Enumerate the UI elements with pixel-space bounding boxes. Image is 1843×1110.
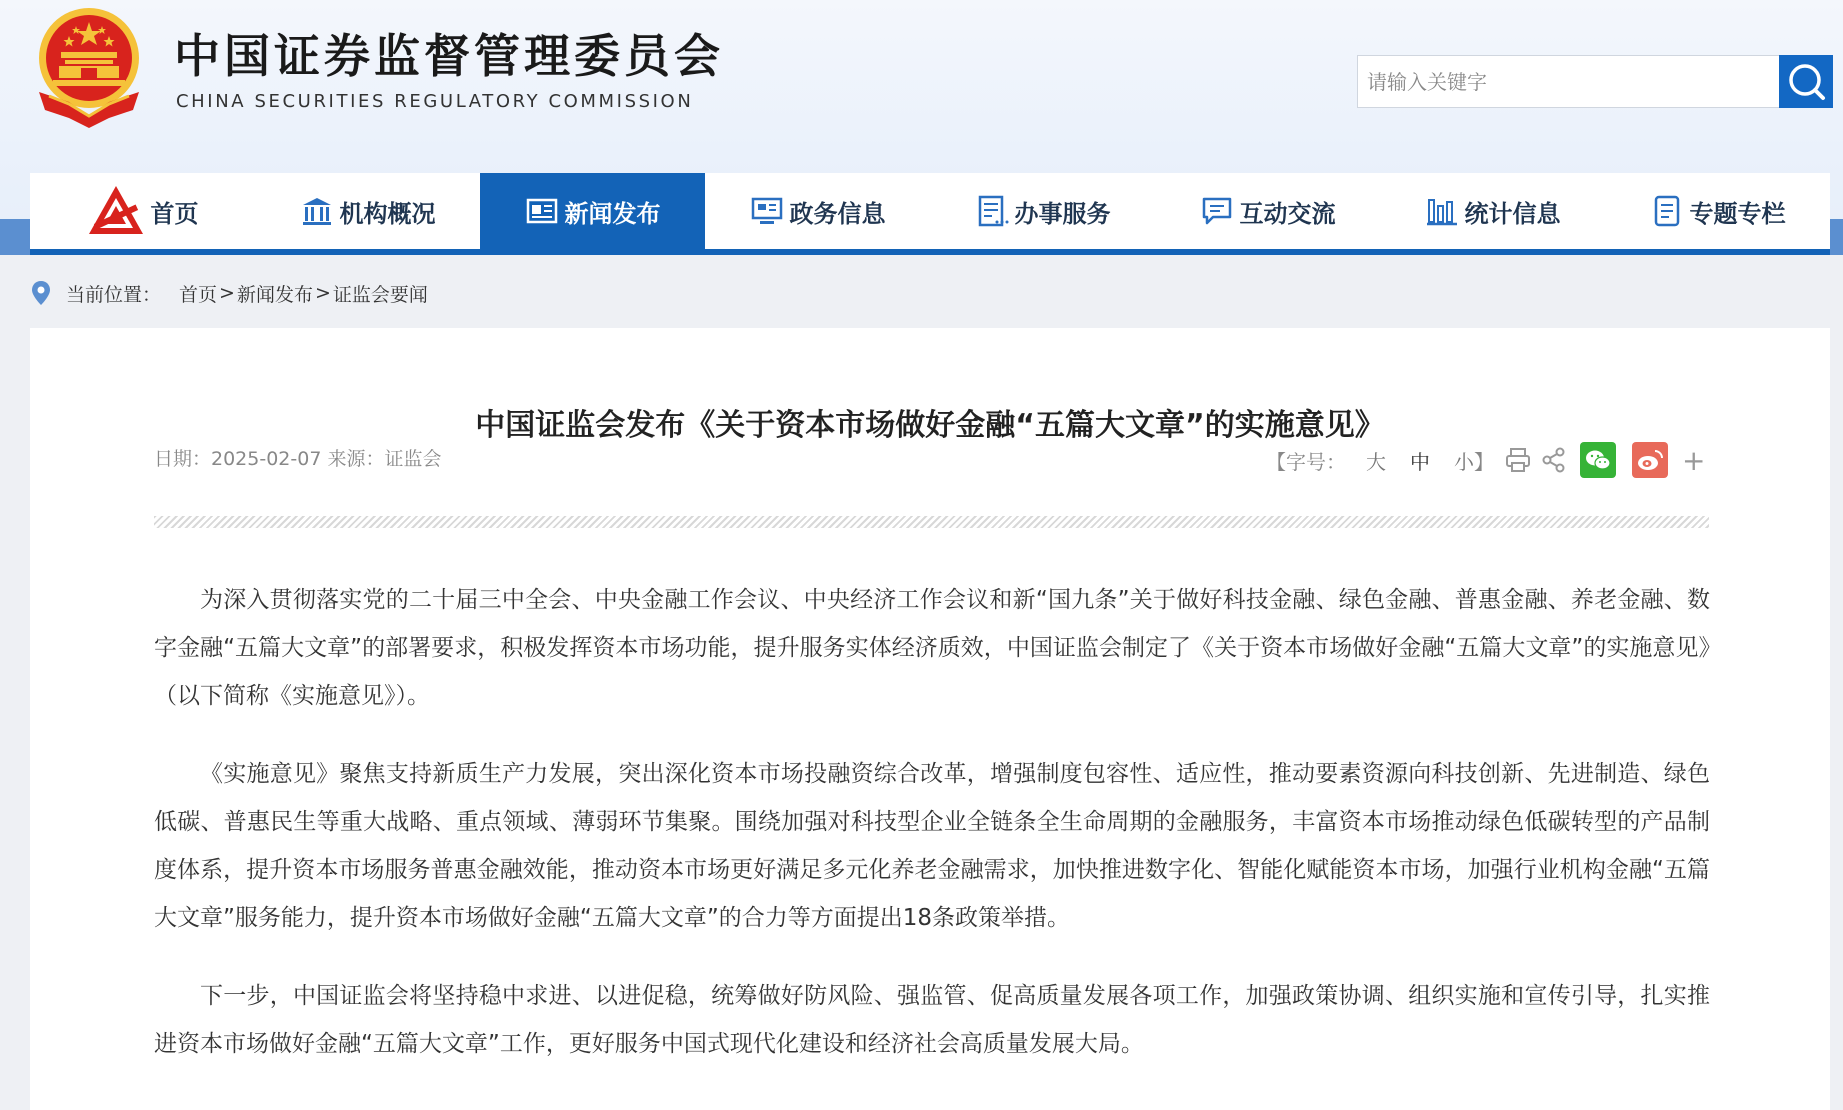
- nav-item-label: 政务信息: [789, 199, 886, 228]
- font-size-close-bracket: 】: [1474, 449, 1494, 474]
- breadcrumb-separator: >: [314, 282, 331, 304]
- article-paragraph: 为深入贯彻落实党的二十届三中全会、中央金融工作会议、中央经济工作会议和新“国九条”关于做好科技金融、绿色金融、普惠金融、养老金融、数字金融“五篇大文章”的部署要求，积极发挥资本市场功能，提升服务实体经济质效，中国证监会制定了《关于资本市场做好金融“五篇大文章”的实施意见》（以下简称《实施意见》）。: [154, 587, 1710, 709]
- nav-item-news[interactable]: [480, 173, 705, 249]
- nav-item-label: 办事服务: [1014, 199, 1111, 228]
- building-icon: [300, 194, 334, 228]
- breadcrumb-csrc-news-link[interactable]: 证监会要闻: [332, 283, 428, 306]
- print-icon[interactable]: [1504, 446, 1532, 474]
- article-card: [30, 328, 1830, 1110]
- nav-item-home[interactable]: [30, 173, 255, 249]
- font-size-medium[interactable]: 中: [1410, 449, 1430, 474]
- note-icon: [1650, 194, 1684, 228]
- home-logo-icon: [87, 184, 145, 238]
- chat-icon: [1200, 194, 1234, 228]
- more-share-button[interactable]: +: [1682, 443, 1706, 477]
- nav-item-government-info[interactable]: [705, 173, 930, 249]
- font-size-small[interactable]: 小: [1454, 449, 1474, 474]
- breadcrumb: [30, 278, 428, 308]
- font-size-large[interactable]: 大: [1366, 449, 1386, 474]
- nav-item-special-topics[interactable]: [1605, 173, 1830, 249]
- breadcrumb-home-link[interactable]: 首页: [179, 283, 218, 306]
- article-paragraph: 《实施意见》聚焦支持新质生产力发展，突出深化资本市场投融资综合改革，增强制度包容性、适应性，推动要素资源向科技创新、先进制造、绿色低碳、普惠民生等重大战略、重点领域、薄弱环节集聚。围绕加强对科技型企业全链条全生命周期的金融服务，丰富资本市场推动绿色低碳转型的产品制度体系，提升资本市场服务普惠金融效能，推动资本市场更好满足多元化养老金融需求，加快推进数字化、智能化赋能资本市场，加强行业机构金融“五篇大文章”服务能力，提升资本市场做好金融“五篇大文章”的合力等方面提出18条政策举措。: [154, 761, 1710, 931]
- font-size-label: 【字号：: [1266, 449, 1346, 474]
- search-icon: [1779, 55, 1833, 108]
- nav-item-interaction[interactable]: [1155, 173, 1380, 249]
- nav-item-statistics[interactable]: [1380, 173, 1605, 249]
- breadcrumb-news-link[interactable]: 新闻发布: [236, 283, 313, 306]
- search-button[interactable]: [1779, 55, 1833, 108]
- location-pin-icon: [30, 280, 52, 306]
- breadcrumb-label: 当前位置：: [66, 283, 162, 306]
- nav-item-label: 机构概况: [339, 199, 436, 228]
- main-nav: [30, 173, 1830, 255]
- search-input[interactable]: [1358, 56, 1778, 107]
- wechat-share-button[interactable]: [1580, 442, 1616, 478]
- weibo-share-button[interactable]: [1632, 442, 1668, 478]
- news-icon: [525, 194, 559, 228]
- document-icon: [975, 194, 1009, 228]
- monitor-icon: [750, 194, 784, 228]
- article-body: [154, 576, 1710, 1098]
- nav-item-label: 新闻发布: [564, 199, 661, 228]
- bar-chart-icon: [1425, 194, 1459, 228]
- site-title-en: CHINA SECURITIES REGULATORY COMMISSION: [176, 91, 694, 112]
- site-title-cn: 中国证券监督管理委员会: [174, 29, 724, 83]
- nav-item-label: 统计信息: [1464, 199, 1561, 228]
- breadcrumb-separator: >: [219, 282, 235, 304]
- article-meta: 日期：2025-02-07 来源：证监会: [154, 448, 442, 470]
- search-box: [1357, 55, 1833, 108]
- nav-item-label: 专题专栏: [1689, 199, 1786, 228]
- nav-item-label: 首页: [150, 199, 199, 228]
- nav-item-about[interactable]: [255, 173, 480, 249]
- nav-item-label: 互动交流: [1239, 199, 1336, 228]
- wechat-icon: [1584, 448, 1612, 472]
- title-divider: [154, 516, 1709, 528]
- article-tools: [1266, 440, 1705, 480]
- national-emblem-logo[interactable]: [29, 6, 149, 130]
- weibo-icon: [1636, 448, 1664, 472]
- share-icon[interactable]: [1540, 446, 1568, 474]
- nav-item-services[interactable]: [930, 173, 1155, 249]
- article-title: 中国证监会发布《关于资本市场做好金融“五篇大文章”的实施意见》: [475, 408, 1385, 443]
- article-paragraph: 下一步，中国证监会将坚持稳中求进、以进促稳，统筹做好防风险、强监管、促高质量发展各项工作，加强政策协调、组织实施和宣传引导，扎实推进资本市场做好金融“五篇大文章”工作，更好服务中国式现代化建设和经济社会高质量发展大局。: [154, 983, 1710, 1057]
